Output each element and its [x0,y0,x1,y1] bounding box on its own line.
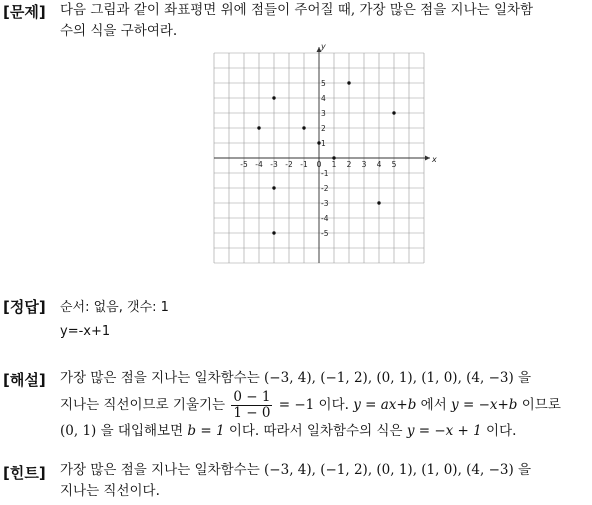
hint-line-1: 가장 많은 점을 지나는 일차함수는 (−3, 4), (−1, 2), (0, 1), (1, 0), (4, −3) 을 [60,462,532,478]
x-tick-label: 4 [376,160,382,169]
slope-numerator: 0 − 1 [233,389,271,405]
y-tick-label: -3 [321,199,329,208]
x-tick-label: -3 [270,160,278,169]
y-tick-label: 1 [321,139,326,148]
y-tick-label: 4 [321,94,326,103]
explanation-therefore: 이므로 [521,397,561,413]
problem-body [60,0,592,42]
y-tick-label: -4 [321,214,329,223]
x-tick-label: -5 [240,160,248,169]
problem-label: [문제] [3,3,46,21]
data-point [272,96,275,99]
intercept-value: b = 1 [187,423,225,439]
explanation-line-2 [60,390,592,420]
x-tick-label: -2 [285,160,293,169]
answer-section [0,296,592,342]
data-point [347,81,350,84]
hint-label: [힌트] [3,464,46,482]
data-point [377,201,380,204]
coordinate-plane [212,42,438,264]
explanation-section [0,366,592,440]
explanation-line-2-text: 지나는 직선이므로 기울기는 [60,397,226,413]
x-tick-label: 5 [391,160,397,169]
y-tick-label: 2 [321,124,326,133]
x-tick-label: -4 [255,160,263,169]
x-axis-label: x [432,155,437,164]
problem-text-line-2: 수의 식을 구하여라. [60,23,178,39]
hint-section [0,460,592,504]
answer-body [60,296,592,344]
y-tick-label: 5 [321,79,326,88]
substitute-text: (0, 1) 을 대입해보면 [60,423,184,439]
data-point [272,231,275,234]
hint-line-2: 지나는 직선이다. [60,483,160,499]
x-tick-label: 2 [346,160,352,169]
explanation-line-1: 가장 많은 점을 지나는 일차함수는 (−3, 4), (−1, 2), (0, 1), (1, 0), (4, −3) 을 [60,370,532,386]
data-point [317,141,320,144]
explanation-body [60,366,592,442]
problem-section [0,0,592,50]
conclusion-end: 이다. [486,423,517,439]
general-form: y = ax+b [353,397,417,413]
data-point [332,156,335,159]
y-tick-label: -5 [321,229,329,238]
data-point [302,126,305,129]
answer-formula: y=-x+1 [60,324,111,339]
x-tick-label: 0 [316,160,322,169]
answer-text-line-1: 순서: 없음, 갯수: 1 [60,300,169,315]
x-tick-label: 1 [331,160,337,169]
x-tick-label: 3 [361,160,367,169]
y-tick-label: 3 [321,109,326,118]
y-axis-label: y [321,42,326,51]
hint-body [60,460,592,502]
answer-label: [정답] [3,298,46,316]
explanation-label: [해설] [3,371,46,389]
data-point [392,111,395,114]
data-point [272,186,275,189]
slope-fraction [231,390,272,421]
slope-value: = −1 이다. [278,397,349,413]
data-point [257,126,260,129]
x-axis-arrow-icon [425,156,430,161]
x-tick-label: -1 [300,160,308,169]
conclusion-text: 이다. 따라서 일차함수의 식은 [228,423,403,439]
final-formula: y = −x + 1 [406,423,482,439]
y-tick-label: -2 [321,184,329,193]
explanation-line-3 [60,420,592,442]
explanation-in: 에서 [420,397,447,413]
y-tick-label: -1 [321,169,329,178]
slope-denominator: 1 − 0 [233,405,271,421]
problem-text-line-1: 다음 그림과 같이 좌표평면 위에 점들이 주어질 때, 가장 많은 점을 지나는 일차함 [60,2,534,18]
partial-form: y = −x+b [451,397,518,413]
